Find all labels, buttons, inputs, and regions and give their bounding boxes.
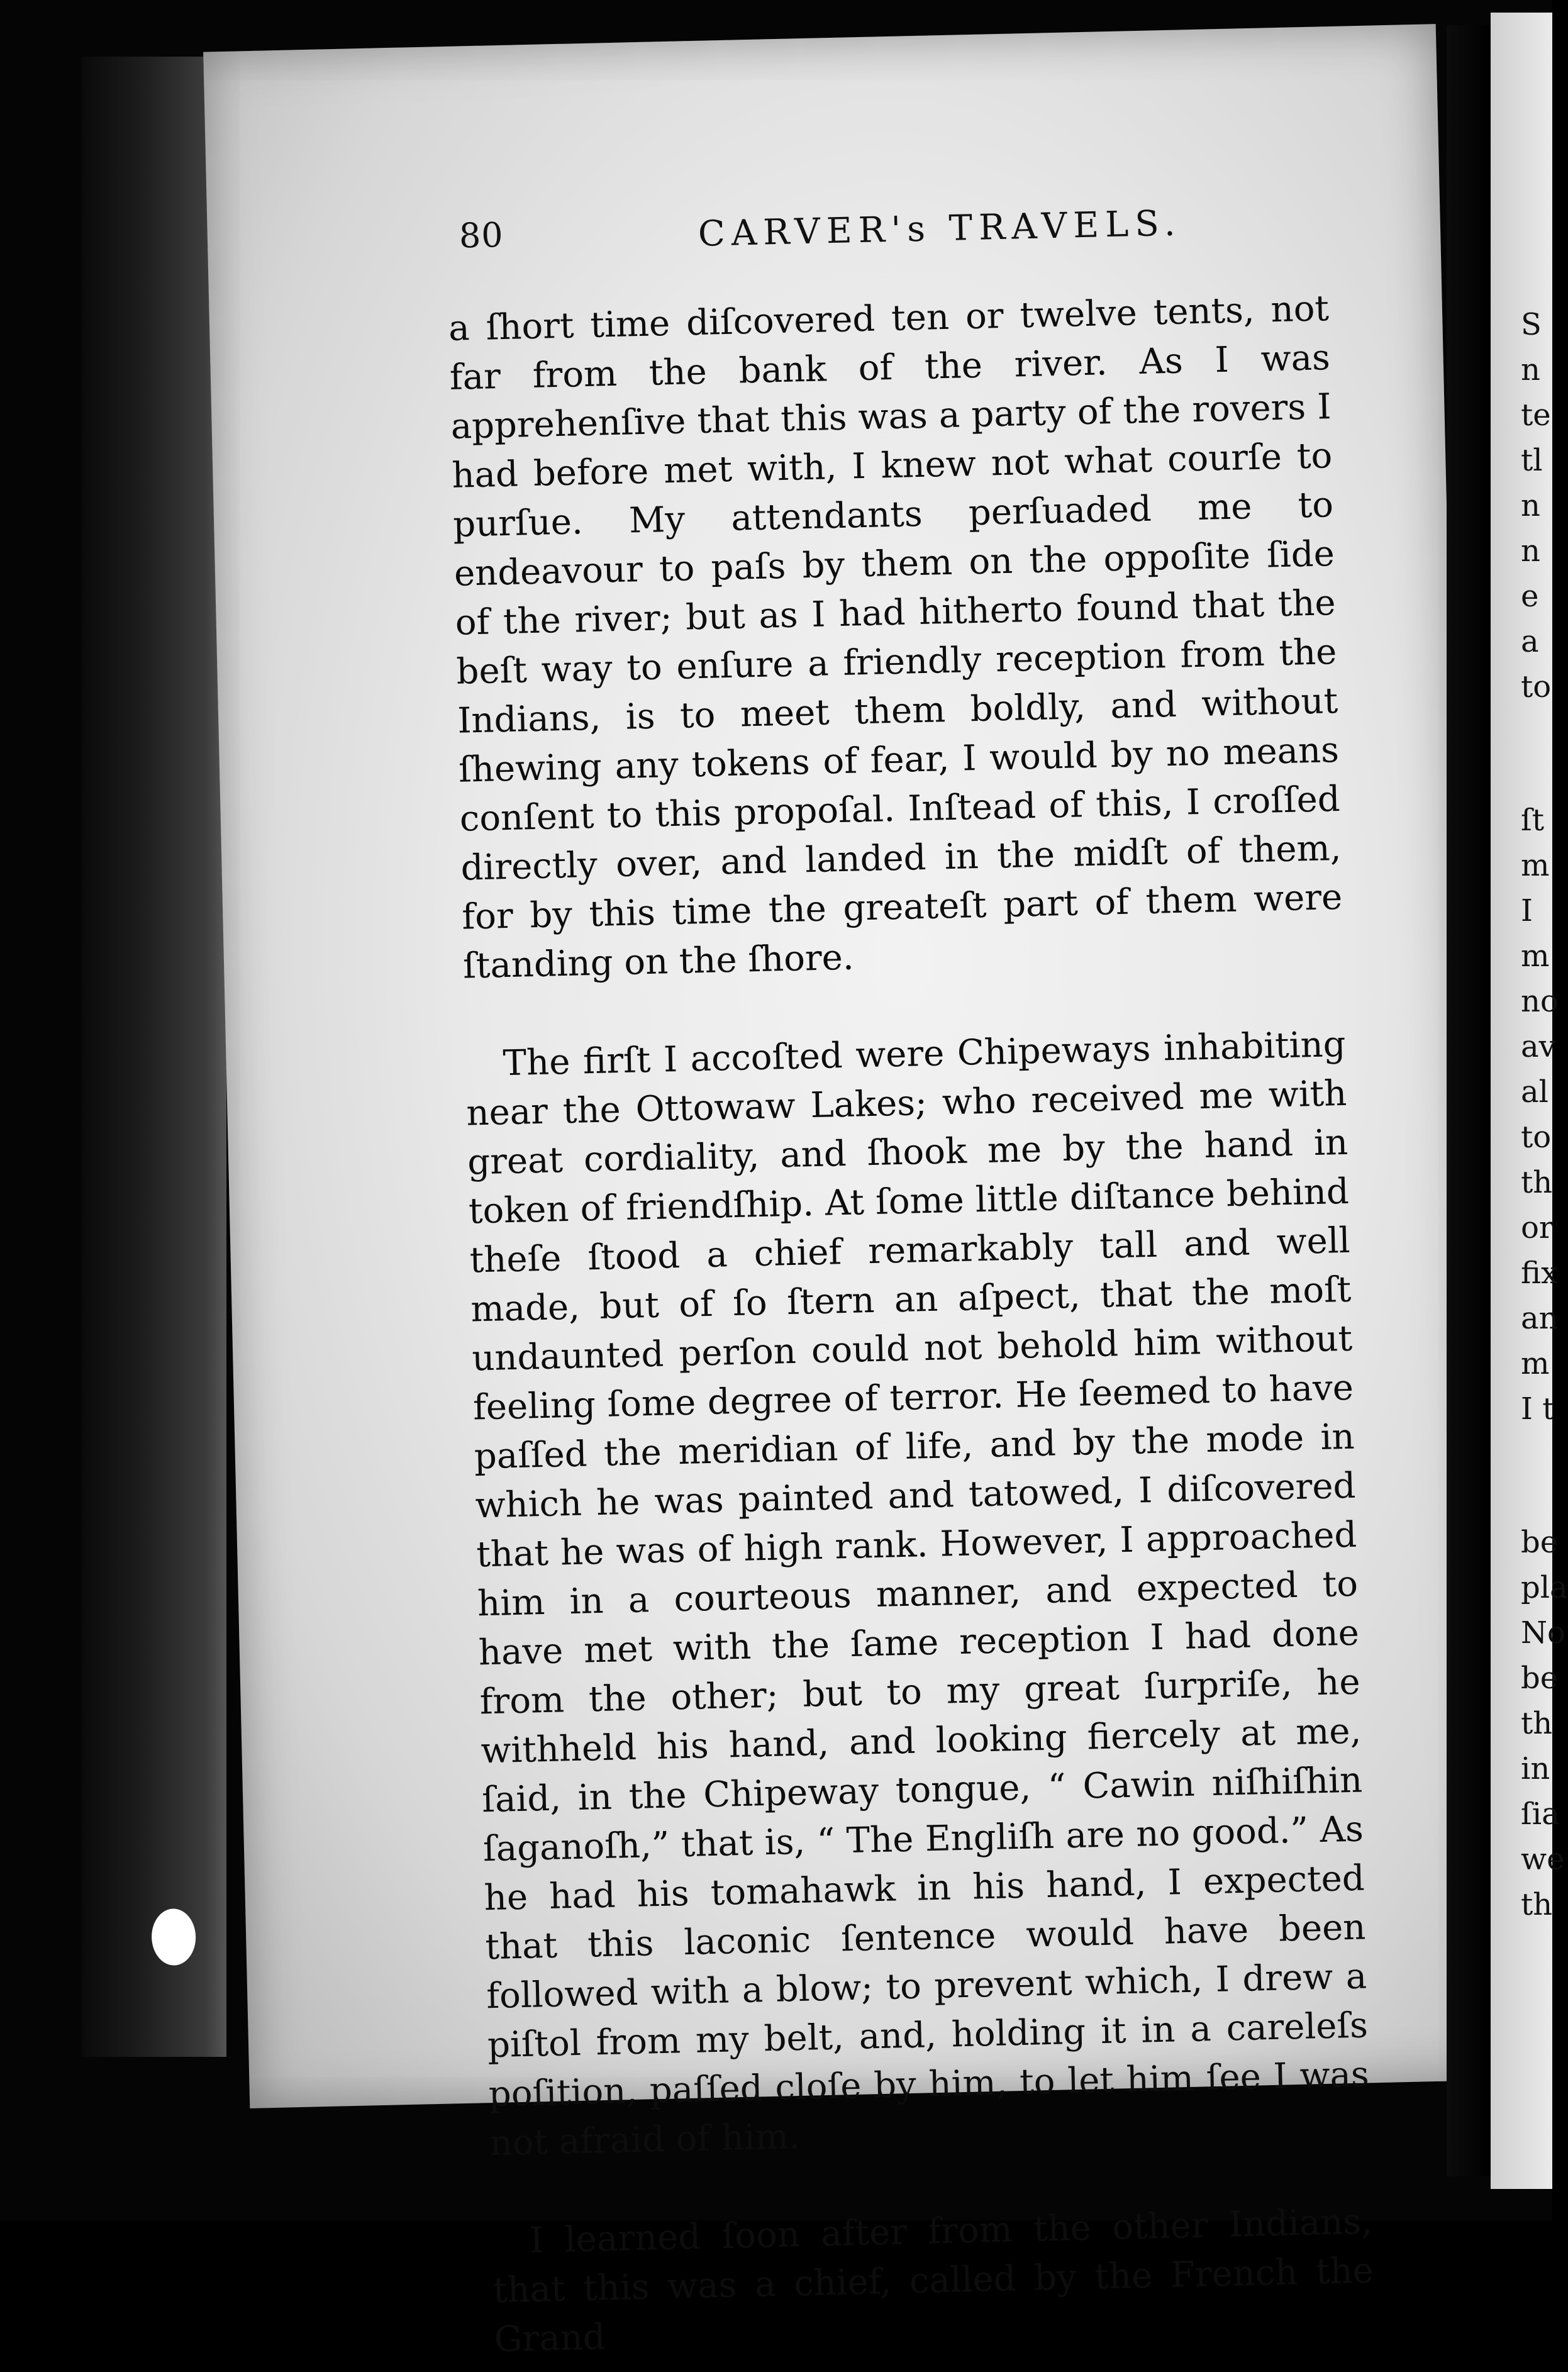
facing-page-fragment: to — [1521, 1120, 1552, 1155]
page-gutter — [1447, 25, 1491, 2176]
page-header — [458, 169, 1415, 260]
facing-page-fragment: te — [1521, 398, 1551, 433]
facing-page-fragment: be — [1521, 1525, 1559, 1560]
facing-page-fragment: ſt — [1521, 803, 1545, 838]
facing-page-fragment: m — [1521, 848, 1550, 883]
facing-page-fragment: av — [1521, 1029, 1556, 1064]
facing-page-fragment: fix — [1521, 1256, 1559, 1291]
paragraph: I learned ſoon after from the other Indians, that this was a chief, called by the French the Grand — [492, 2201, 1374, 2361]
paragraph: The firſt I accoſted were Chipeways inhabiting near the Ottowaw Lakes; who received me with great cordiality, and ſhook me by the hand in token of friendſhip. At ſome little diſtance behind theſe ſtood a chief remarkably tall and well made, but of ſo ſtern an aſpect, that the moſt undaunted perſon could not behold him without feeling ſome degree of terror. He ſeemed to have paſſed the meridian of life, and by the mode in which he was painted and tatowed, I diſcovered that he was of high rank. However, I approached him in a courteous manner, and expected to have met with the ſame reception I had done from the other; but to my great ſurpriſe, he withheld his hand, and looking fiercely at me, ſaid, in the Chipeway tongue, “ Cawin niſhiſhin ſaganoſh,” that is, “ The Engliſh are no good.” As he had his tomahawk in his hand, I expected that this laconic ſentence would have been followed with a blow; to prevent which, I drew a piſtol from my belt, and, holding it in a careleſs poſition, paſſed cloſe by him, to let him ſee I was not afraid of him. — [465, 1023, 1370, 2164]
book-binding-edge — [82, 57, 226, 2057]
facing-page-fragment: a — [1521, 624, 1539, 659]
paragraph: a ſhort time diſcovered ten or twelve tents, not far from the bank of the river. As I was apprehenſive that this was a party of the rovers I had before met with, I knew not what courſe to purſue. My attendants perſuaded me to endeavour to paſs by them on the oppoſite ſide of the river; but as I had hitherto found that the beſt way to enſure a friendly reception from the Indians, is to meet them boldly, and without ſhewing any tokens of fear, I would by no means conſent to this propoſal. Inſtead of this, I croſſed directly over, and landed in the midſt of them, for by this time the greateſt part of them were ſtanding on the ſhore. — [448, 288, 1343, 987]
facing-page-fragment: I — [1521, 893, 1533, 928]
facing-page-fragment: e — [1521, 579, 1539, 614]
facing-page-fragment: n — [1521, 488, 1540, 523]
book-page — [203, 24, 1482, 2361]
facing-page-fragment: we — [1521, 1842, 1565, 1877]
facing-page-text — [1521, 302, 1568, 1927]
facing-page-fragment: I t — [1521, 1391, 1555, 1427]
facing-page-fragment: th — [1521, 1706, 1553, 1741]
facing-page-fragment: tl — [1521, 443, 1543, 478]
facing-page-fragment — [1521, 1432, 1552, 1520]
facing-page-fragment: be — [1521, 1661, 1559, 1696]
facing-page-fragment: No — [1521, 1615, 1565, 1651]
facing-page-fragment — [1521, 710, 1552, 798]
facing-page-fragment: in — [1521, 1751, 1550, 1786]
facing-page-fragment: th — [1521, 1165, 1553, 1200]
facing-page-fragment: n — [1521, 352, 1540, 387]
facing-page-fragment: m — [1521, 938, 1550, 974]
facing-page-fragment: n — [1521, 533, 1540, 569]
facing-page-fragment: no — [1521, 984, 1559, 1019]
facing-page-fragment: ſia — [1521, 1796, 1560, 1832]
facing-page-fragment: to — [1521, 669, 1552, 704]
body-text — [448, 284, 1375, 2364]
facing-page-fragment: S — [1521, 307, 1542, 342]
page-number: 80 — [459, 214, 504, 256]
facing-page-fragment: or — [1521, 1210, 1554, 1245]
running-head: CARVER's TRAVELS. — [698, 203, 1182, 255]
facing-page-fragment: pla — [1521, 1570, 1568, 1605]
facing-page-fragment: th — [1521, 1887, 1553, 1922]
facing-page-fragment: m — [1521, 1346, 1550, 1381]
facing-page-fragment: an — [1521, 1301, 1559, 1336]
facing-page-fragment: al — [1521, 1074, 1549, 1110]
